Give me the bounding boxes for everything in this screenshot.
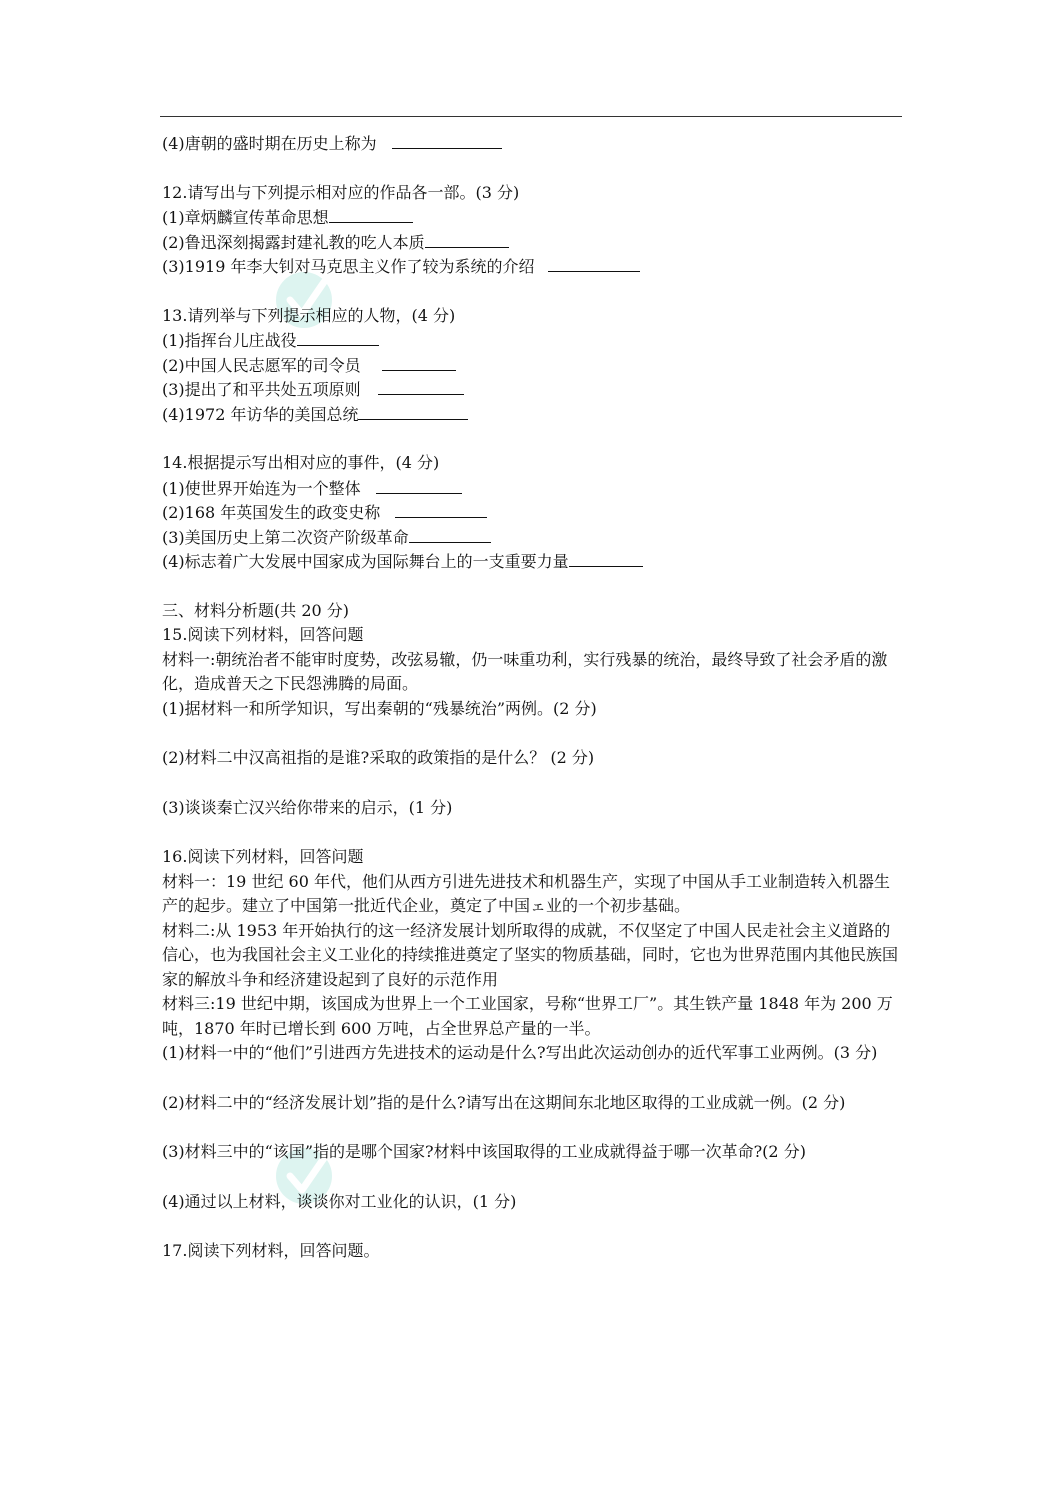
answer-blank[interactable] — [409, 525, 491, 543]
question-13-4: (4)1972 年访华的美国总统 — [162, 402, 902, 427]
question-14-title: 14.根据提示写出相对应的事件，(4 分) — [162, 453, 440, 472]
question-16-title: 16.阅读下列材料，回答问题 — [162, 847, 364, 866]
answer-blank[interactable] — [548, 254, 640, 272]
answer-blank[interactable] — [392, 131, 502, 149]
answer-blank[interactable] — [358, 402, 468, 420]
answer-blank[interactable] — [378, 377, 464, 395]
material-text: 材料二:从 1953 年开始执行的这一经济发展计划所取得的成就，不仅坚定了中国人民走社会主义道路的信心，也为我国社会主义工业化的持续推进奠定了坚实的物质基础，同时，它也为世界范围内其他民族国家的解放斗争和经济建设起到了良好的示范作用 — [162, 920, 899, 989]
question-11-4: (4)唐朝的盛时期在历史上称为 — [162, 131, 902, 156]
question-14-3: (3)美国历史上第二次资产阶级革命 — [162, 525, 902, 550]
question-12-title: 12.请写出与下列提示相对应的作品各一部。(3 分) — [162, 182, 520, 202]
question-12-1: (1)章炳麟宣传革命思想 — [162, 205, 902, 230]
question-12-2: (2)鲁迅深刻揭露封建礼教的吃人本质 — [162, 230, 902, 255]
section-heading: 三、材料分析题(共 20 分) — [162, 600, 350, 620]
answer-blank[interactable] — [329, 205, 413, 223]
material-text: 材料一：19 世纪 60 年代，他们从西方引进先进技术和机器生产，实现了中国从手工业制造转入机器生产的起步。建立了中国第一批近代企业，奠定了中国ェ业的一个初步基础。 — [162, 871, 890, 915]
question-14-2: (2)168 年英国发生的政变史称 — [162, 500, 902, 525]
material-text: 材料一:朝统治者不能审时度势，改弦易辙，仍一味重功利，实行残暴的统治，最终导致了社会矛盾的激化，造成普天之下民怨沸腾的局面。 — [162, 649, 888, 693]
question-14-4: (4)标志着广大发展中国家成为国际舞台上的一支重要力量 — [162, 549, 902, 574]
answer-blank[interactable] — [376, 476, 462, 494]
answer-blank[interactable] — [395, 500, 487, 518]
question-15-3: (3)谈谈秦亡汉兴给你带来的启示，(1 分) — [162, 797, 453, 817]
question-16-2: (2)材料二中的“经济发展计划”指的是什么?请写出在这期间东北地区取得的工业成就一例。(2 分) — [162, 1092, 846, 1112]
answer-blank[interactable] — [425, 230, 509, 248]
question-15-2: (2)材料二中汉高祖指的是谁?采取的政策指的是什么？ (2 分) — [162, 748, 595, 767]
answer-blank[interactable] — [297, 328, 379, 346]
header-rule — [160, 116, 902, 117]
question-15-1: (1)据材料一和所学知识，写出秦朝的“残暴统治”两例。(2 分) — [162, 698, 597, 718]
answer-blank[interactable] — [382, 353, 456, 371]
question-17-title: 17.阅读下列材料，回答问题。 — [162, 1241, 380, 1260]
exam-content — [162, 131, 902, 1264]
question-13-3: (3)提出了和平共处五项原则 — [162, 377, 902, 402]
question-16-4: (4)通过以上材料，谈谈你对工业化的认识，(1 分) — [162, 1191, 517, 1211]
material-text: 材料三:19 世纪中期，该国成为世界上一个工业国家，号称“世界工厂”。其生铁产量 1848 年为 200 万吨，1870 年时已增长到 600 万吨，占全世界总产量的一半。 — [162, 994, 893, 1038]
question-13-1: (1)指挥台儿庄战役 — [162, 328, 902, 353]
question-16-1: (1)材料一中的“他们”引进西方先进技术的运动是什么?写出此次运动创办的近代军事工业两例。(3 分) — [162, 1043, 878, 1062]
question-14-1: (1)使世界开始连为一个整体 — [162, 476, 902, 501]
question-12-3: (3)1919 年李大钊对马克思主义作了较为系统的介绍 — [162, 254, 902, 279]
question-16-3: (3)材料三中的“该国”指的是哪个国家?材料中该国取得的工业成就得益于哪一次革命?(2 分) — [162, 1142, 806, 1161]
question-13-2: (2)中国人民志愿军的司令员 — [162, 353, 902, 378]
question-13-title: 13.请列举与下列提示相应的人物，(4 分) — [162, 305, 456, 325]
answer-blank[interactable] — [569, 549, 643, 567]
question-15-title: 15.阅读下列材料，回答问题 — [162, 625, 364, 644]
